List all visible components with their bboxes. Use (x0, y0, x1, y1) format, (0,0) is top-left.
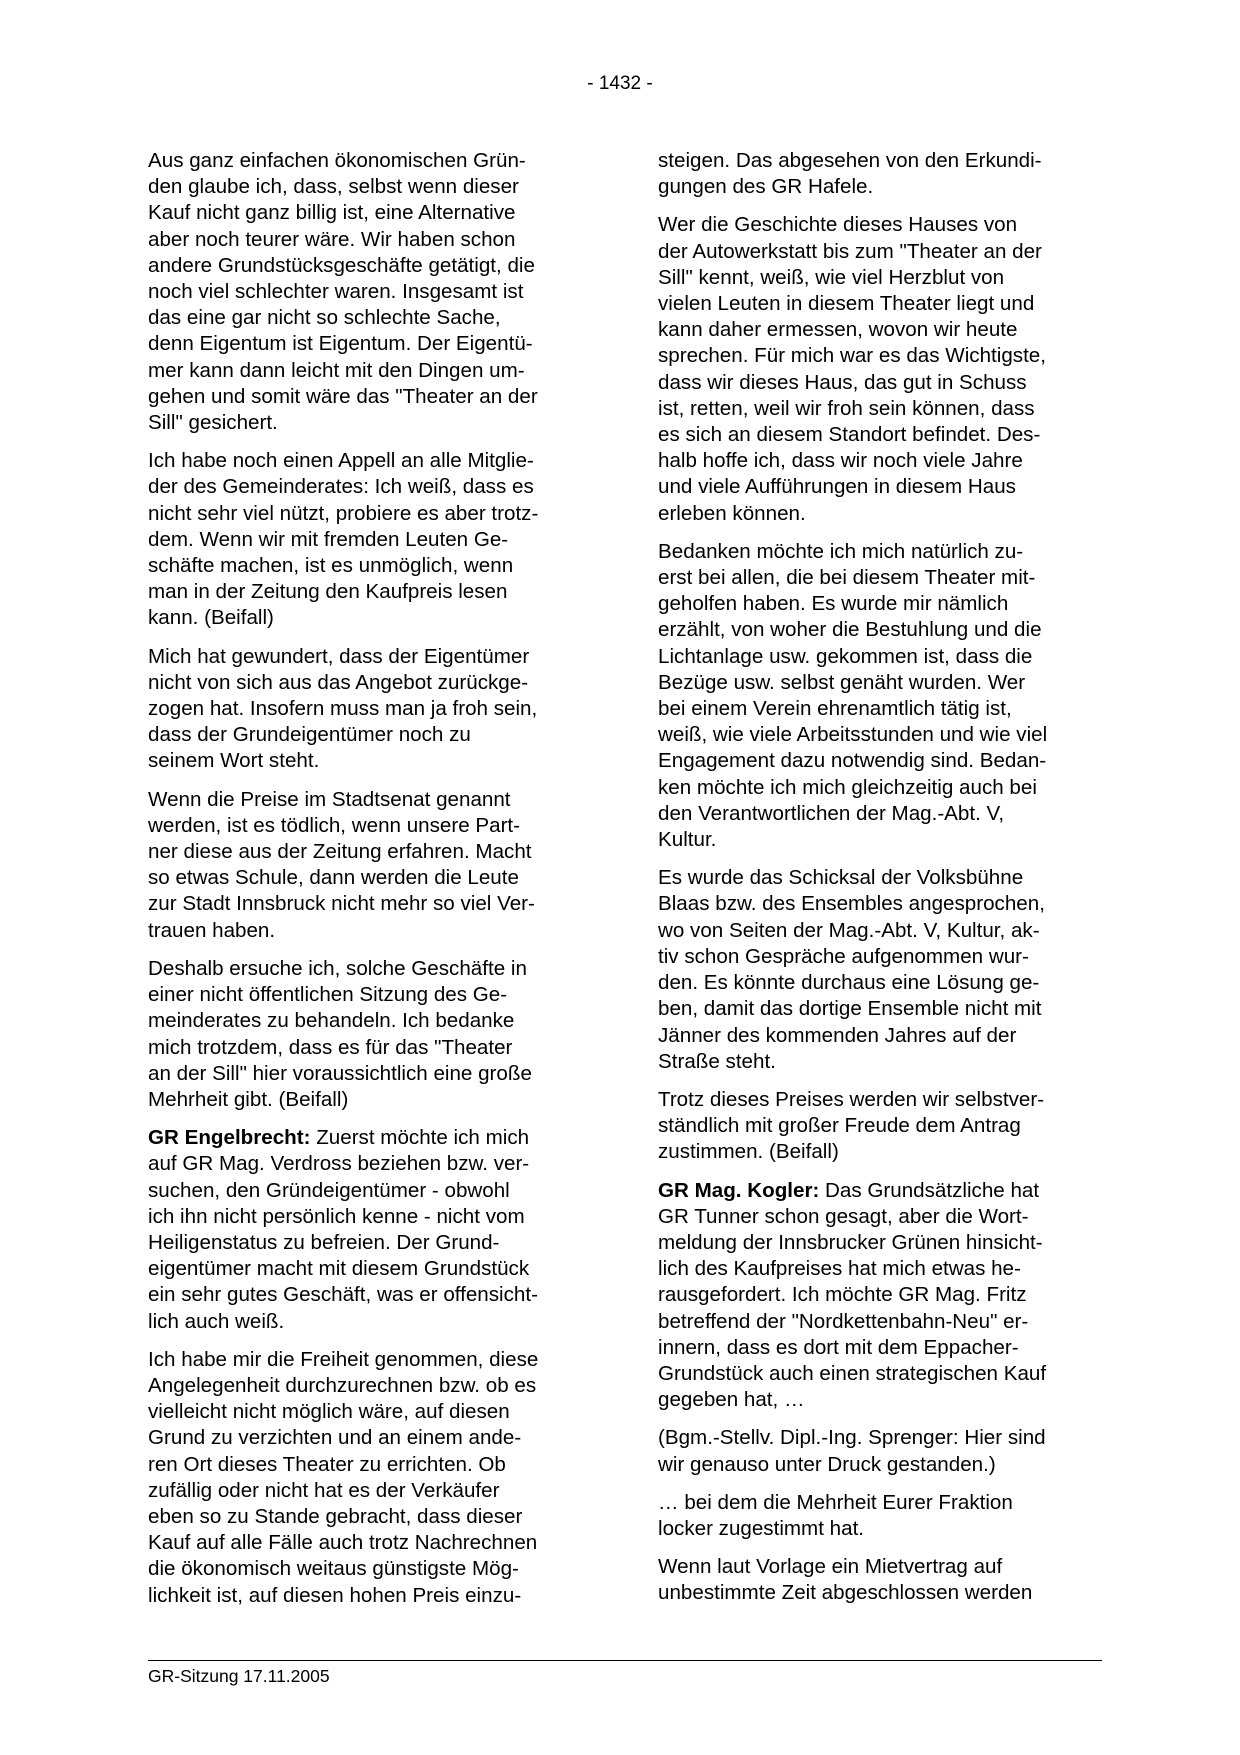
paragraph (658, 865, 1103, 1075)
text-line: gegeben hat, … (658, 1388, 805, 1412)
text-line: GR Tunner schon gesagt, aber die Wort- (658, 1204, 1029, 1228)
paragraph (658, 1087, 1103, 1166)
text-line: nicht von sich aus das Angebot zurückge- (148, 670, 529, 694)
text-line: der des Gemeinderates: Ich weiß, dass es (148, 475, 534, 499)
text-line: werden, ist es tödlich, wenn unsere Part- (148, 813, 521, 837)
text-line: Wenn die Preise im Stadtsenat genannt (148, 787, 511, 811)
text-line: seinem Wort steht. (148, 749, 320, 773)
text-line: der Autowerkstatt bis zum "Theater an der (658, 239, 1042, 263)
text-line: Grundstück auch einen strategischen Kauf (658, 1361, 1047, 1385)
text-line: Straße steht. (658, 1049, 776, 1073)
text-line: ben, damit das dortige Ensemble nicht mit (658, 997, 1042, 1021)
text-line: ren Ort dieses Theater zu errichten. Ob (148, 1452, 506, 1476)
right-column (658, 148, 1103, 1619)
paragraph (148, 1347, 593, 1609)
paragraph (148, 787, 593, 944)
text-line: Angelegenheit durchzurechnen bzw. ob es (148, 1373, 537, 1397)
text-line: es sich an diesem Standort befindet. Des- (658, 423, 1041, 447)
text-line: Jänner des kommenden Jahres auf der (658, 1023, 1017, 1047)
speech-text: Das Grundsätzliche hat (819, 1178, 1040, 1202)
text-line: ich ihn nicht persönlich kenne - nicht vom (148, 1204, 525, 1228)
text-line: erleben können. (658, 501, 806, 525)
text-line: denn Eigentum ist Eigentum. Der Eigentü- (148, 332, 533, 356)
text-line: zufällig oder nicht hat es der Verkäufer (148, 1478, 500, 1502)
text-line: Trotz dieses Preises werden wir selbstver- (658, 1087, 1045, 1111)
text-line: Mich hat gewundert, dass der Eigentümer (148, 644, 530, 668)
text-line: Engagement dazu notwendig sind. Bedan- (658, 749, 1047, 773)
text-line: andere Grundstücksgeschäfte getätigt, die (148, 253, 535, 277)
text-line: mich trotzdem, dass es für das "Theater (148, 1035, 513, 1059)
text-line: sprechen. Für mich war es das Wichtigste, (658, 344, 1046, 368)
speaker-name: GR Engelbrecht: (148, 1126, 311, 1150)
text-line: locker zugestimmt hat. (658, 1516, 865, 1540)
text-line: die ökonomisch weitaus günstigste Mög- (148, 1557, 519, 1581)
text-line: eben so zu Stande gebracht, dass dieser (148, 1504, 523, 1528)
text-line: ist, retten, weil wir froh sein können, dass (658, 396, 1035, 420)
paragraph (658, 1490, 1103, 1542)
text-line: zogen hat. Insofern muss man ja froh sein, (148, 697, 538, 721)
text-line: nicht sehr viel nützt, probiere es aber trotz- (148, 501, 539, 525)
text-line: geholfen haben. Es wurde mir nämlich (658, 592, 1009, 616)
text-line: Wer die Geschichte dieses Hauses von (658, 213, 1018, 237)
text-line: suchen, den Gründeigentümer - obwohl (148, 1178, 510, 1202)
paragraph (148, 448, 593, 631)
text-line: erzählt, von woher die Bestuhlung und die (658, 618, 1042, 642)
text-line: Grund zu verzichten und an einem ande- (148, 1426, 522, 1450)
text-line (148, 1125, 593, 1151)
text-line: einer nicht öffentlichen Sitzung des Ge- (148, 983, 508, 1007)
text-line: eigentümer macht mit diesem Grundstück (148, 1257, 530, 1281)
footer-session-date: GR-Sitzung 17.11.2005 (148, 1666, 330, 1686)
text-line: und viele Aufführungen in diesem Haus (658, 475, 1016, 499)
text-line: trauen haben. (148, 918, 276, 942)
text-line (658, 1178, 1103, 1204)
text-line: an der Sill" hier voraussichtlich eine große (148, 1061, 532, 1085)
text-line: mer kann dann leicht mit den Dingen um- (148, 358, 525, 382)
paragraph (658, 1178, 1103, 1414)
text-line: dass wir dieses Haus, das gut in Schuss (658, 370, 1027, 394)
text-line: unbestimmte Zeit abgeschlossen werden (658, 1581, 1033, 1605)
text-line: Blaas bzw. des Ensembles angesprochen, (658, 892, 1045, 916)
text-line: man in der Zeitung den Kaufpreis lesen (148, 580, 508, 604)
text-line: weiß, wie viele Arbeitsstunden und wie viel (658, 723, 1048, 747)
text-line: (Bgm.-Stellv. Dipl.-Ing. Sprenger: Hier sind (658, 1426, 1046, 1450)
text-line: lich auch weiß. (148, 1309, 285, 1333)
speech-text: Zuerst möchte ich mich (310, 1126, 530, 1150)
paragraph (148, 956, 593, 1113)
text-line: Kultur. (658, 828, 717, 852)
text-line: wo von Seiten der Mag.-Abt. V, Kultur, ak- (658, 918, 1040, 942)
text-line: so etwas Schule, dann werden die Leute (148, 866, 519, 890)
text-line: … bei dem die Mehrheit Eurer Fraktion (658, 1490, 1013, 1514)
text-line: steigen. Das abgesehen von den Erkundi- (658, 149, 1042, 172)
text-line: Bezüge usw. selbst genäht wurden. Wer (658, 670, 1026, 694)
text-line: gungen des GR Hafele. (658, 175, 874, 199)
text-line: erst bei allen, die bei diesem Theater mit- (658, 566, 1036, 590)
text-line: ständlich mit großer Freude dem Antrag (658, 1114, 1021, 1138)
text-line: kann daher ermessen, wovon wir heute (658, 318, 1018, 342)
text-line: Heiligenstatus zu befreien. Der Grund- (148, 1230, 500, 1254)
text-line: Kauf nicht ganz billig ist, eine Alternative (148, 201, 516, 225)
text-line: noch viel schlechter waren. Insgesamt ist (148, 280, 524, 304)
text-line: ken möchte ich mich gleichzeitig auch bei (658, 775, 1037, 799)
text-line: Sill" gesichert. (148, 411, 278, 435)
text-line: vielen Leuten in diesem Theater liegt und (658, 292, 1035, 316)
text-line: tiv schon Gespräche aufgenommen wur- (658, 944, 1029, 968)
text-line: lichkeit ist, auf diesen hohen Preis einzu- (148, 1583, 522, 1607)
page-number: - 1432 - (587, 73, 653, 94)
text-line: Aus ganz einfachen ökonomischen Grün- (148, 149, 526, 172)
text-line: kann. (Beifall) (148, 606, 274, 630)
text-line: Es wurde das Schicksal der Volksbühne (658, 866, 1024, 890)
text-line: auf GR Mag. Verdross beziehen bzw. ver- (148, 1152, 530, 1176)
paragraph (658, 539, 1103, 853)
text-line: Lichtanlage usw. gekommen ist, dass die (658, 644, 1033, 668)
left-column (148, 148, 593, 1621)
paragraph (148, 1125, 593, 1335)
text-line: meinderates zu behandeln. Ich bedanke (148, 1009, 515, 1033)
text-line: Sill" kennt, weiß, wie viel Herzblut von (658, 265, 1005, 289)
paragraph (658, 1554, 1103, 1606)
text-line: wir genauso unter Druck gestanden.) (658, 1452, 996, 1476)
text-line: Wenn laut Vorlage ein Mietvertrag auf (658, 1555, 1003, 1579)
text-line: aber noch teurer wäre. Wir haben schon (148, 227, 516, 251)
text-line: Kauf auf alle Fälle auch trotz Nachrechnen (148, 1531, 538, 1555)
text-line: dem. Wenn wir mit fremden Leuten Ge- (148, 527, 509, 551)
text-line: Mehrheit gibt. (Beifall) (148, 1087, 349, 1111)
text-line: zur Stadt Innsbruck nicht mehr so viel Ver- (148, 892, 535, 916)
text-line: den. Es könnte durchaus eine Lösung ge- (658, 971, 1040, 995)
paragraph (658, 1425, 1103, 1477)
text-line: Bedanken möchte ich mich natürlich zu- (658, 539, 1024, 563)
text-line: innern, dass es dort mit dem Eppacher- (658, 1335, 1019, 1359)
text-line: Ich habe mir die Freiheit genommen, diese (148, 1347, 539, 1371)
text-line: rausgefordert. Ich möchte GR Mag. Fritz (658, 1283, 1027, 1307)
text-line: ner diese aus der Zeitung erfahren. Macht (148, 840, 532, 864)
text-line: betreffend der "Nordkettenbahn-Neu" er- (658, 1309, 1029, 1333)
text-line: vielleicht nicht möglich wäre, auf diesen (148, 1400, 510, 1424)
text-line: lich des Kaufpreises hat mich etwas he- (658, 1257, 1021, 1281)
text-line: Ich habe noch einen Appell an alle Mitglie- (148, 449, 534, 473)
text-line: meldung der Innsbrucker Grünen hinsicht- (658, 1230, 1043, 1254)
paragraph (658, 212, 1103, 526)
text-line: den glaube ich, dass, selbst wenn dieser (148, 175, 519, 199)
text-line: halb hoffe ich, dass wir noch viele Jahre (658, 449, 1023, 473)
paragraph (148, 644, 593, 775)
paragraph (658, 148, 1103, 200)
text-line: bei einem Verein ehrenamtlich tätig ist, (658, 697, 1012, 721)
speaker-name: GR Mag. Kogler: (658, 1178, 820, 1202)
text-line: dass der Grundeigentümer noch zu (148, 723, 471, 747)
text-line: Deshalb ersuche ich, solche Geschäfte in (148, 956, 527, 980)
text-line: den Verantwortlichen der Mag.-Abt. V, (658, 801, 1005, 825)
text-line: das eine gar nicht so schlechte Sache, (148, 306, 501, 330)
text-line: gehen und somit wäre das "Theater an der (148, 384, 538, 408)
text-line: schäfte machen, ist es unmöglich, wenn (148, 554, 514, 578)
footer-divider (148, 1660, 1102, 1661)
text-line: ein sehr gutes Geschäft, was er offensicht- (148, 1283, 538, 1307)
text-line: zustimmen. (Beifall) (658, 1140, 839, 1164)
paragraph (148, 148, 593, 436)
